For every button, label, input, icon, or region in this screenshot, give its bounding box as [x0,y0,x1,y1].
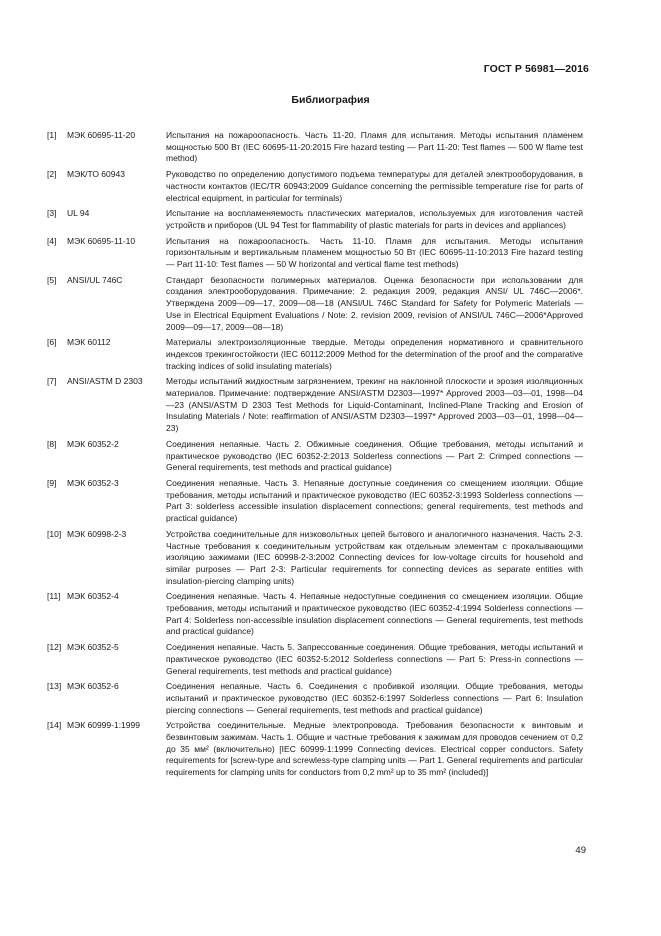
entry-code: МЭК 60695-11-20 [67,130,136,140]
entry-text: Соединения непаяные. Часть 2. Обжимные соединения. Общие требования, методы испытаний и практическое руководство (IEC 60352-2:2013 Solderless connections — Part 2: Crimped connections — General requirements, test methods and practical guidance) [166,438,583,473]
bibliography-entry [47,376,583,435]
bibliography-entry [47,591,583,638]
entry-number: [4] [47,235,57,246]
entry-text: Стандарт безопасности полимерных материалов. Оценка безопасности при использовании для создания электрооборудования. Примечание: 2. редакция 2009, редакция ANSI/ UL 746C—2006*. Утверждена 2009—09—17, 2009—08—18 (ANSI/UL 746C Standard for Safety for Polymeric Materials — Use in Electrical Equipment Evaluations / Note: 2. revision 2009, revision of ANSI/UL 746C—2006*Approved 2009—09—17, 2009—08—18) [166,274,583,332]
entry-code: ANSI/UL 746C [67,274,123,285]
entry-text: Соединения непаяные. Часть 4. Непаяные недоступные соединения со смещением изоляции. Общие требования, методы испытаний и практическое руководство (IEC 60352-4:1994 Solderless connections — Part 4: Solderless non-accessible insulation displacement connections — General requirements, test methods and practical guidance) [166,591,583,637]
entry-code: МЭК 60112 [67,337,111,348]
entry-number: [5] [47,274,57,285]
bibliography-entry [47,236,583,271]
entry-number: [13] [47,681,62,692]
bibliography-entry [47,275,583,334]
entry-text: Испытания на пожароопасность. Часть 11-20. Пламя для испытания. Методы испытания пламенем мощностью 500 Вт (IEC 60695-11-20:2015 Fire hazard testing — Part 11-20: Test flames — 500 W flame test method) [166,130,583,164]
entry-number: [9] [47,477,57,488]
entry-code: МЭК 60352-2 [67,438,119,449]
entry-text: Соединения непаяные. Часть 5. Запрессованные соединения. Общие требования, методы испытаний и практическое руководство (IEC 60352-5:2012 Solderless connections — Part 5: Press-in connections — General requirements, test methods and practical guidance) [166,642,583,676]
entry-text: Методы испытаний жидкостным загрязнением, трекинг на наклонной плоскости и эрозия изоляционных материалов. Примечание: подтверждение ANSI/ASTM D2303—1997* Approved 2003—03—01, 1998—04—23 (ANSI/ASTM D 2303 Test Methods for Liquid-Contaminant, Inclined-Plane Tracking and Erosion of Insulating Materials / Note: reaffirmation of ANSI/ASTM D2303—1997* Approved 2003—03—01, 1998—04—23) [166,376,583,434]
bibliography-entry [47,439,583,474]
entry-number: [1] [47,130,57,140]
standard-header: ГОСТ Р 56981—2016 [483,63,589,75]
entry-number: [12] [47,642,62,653]
bibliography-entry [47,130,583,165]
entry-code: МЭК 60352-4 [67,591,119,602]
entry-text: Руководство по определению допустимого подъема температуры для деталей электрооборудования, в частности контактов (IEC/TR 60943:2009 Guidance concerning the permissible temperature rise for parts of electrical equipment, in particular for terminals) [166,169,583,203]
page-number: 49 [575,845,586,856]
entry-number: [2] [47,169,57,180]
bibliography-entry [47,642,583,677]
entry-text: Испытания на пожароопасность. Часть 11-10. Пламя для испытания. Методы испытания горизонтальным и вертикальным пламенем мощностью 50 Вт (IEC 60695-11-10:2013 Fire hazard testing — Part 11-10: Test flames — 50 W horizontal and vertical flame test methods) [166,235,583,270]
bibliography-entry [47,720,583,779]
bibliography-list [47,130,583,783]
entry-code: МЭК 60998-2-3 [67,528,127,539]
bibliography-entry [47,337,583,372]
bibliography-entry [47,169,583,204]
entry-code: МЭК 60352-6 [67,681,119,692]
entry-text: Соединения непаяные. Часть 3. Непаяные доступные соединения со смещением изоляции. Общие требования, методы испытаний и практическое руководство (IEC 60352-3:1993 Solderless connections — Part 3: solderless accessible insulation displacement connections; general requirements, test methods and practical guidance) [166,477,583,524]
entry-code: МЭК 60999-1:1999 [67,720,140,731]
entry-code: МЭК 60352-3 [67,477,119,488]
entry-text: Соединения непаяные. Часть 6. Соединения с пробивкой изоляции. Общие требования, методы испытаний и практическое руководство (IEC 60352-6:1997 Solderless connections — Part 6: Insulation piercing connections — General requirements, test methods and practical guidance) [166,681,583,715]
entry-code: МЭК/ТО 60943 [67,169,125,180]
entry-number: [8] [47,438,57,449]
entry-text: Материалы электроизоляционные твердые. Методы определения нормативного и сравнительного индексов трекингостойкости (IEC 60112:2009 Method for the determination of the proof and the comparative tracking indices of solid insulating materials) [166,337,583,371]
bibliography-entry [47,208,583,231]
entry-number: [11] [47,591,61,602]
bibliography-entry [47,478,583,525]
entry-number: [10] [47,528,62,539]
entry-text: Устройства соединительные для низковольтных цепей бытового и аналогичного назначения. Часть 2-3. Частные требования к соединительным устройствам как отдельным элементам с прокалывающими изоляцию зажимами (IEC 60998-2-3:2002 Connecting devices for low-voltage circuits for household and similar purposes — Part 2-3: Particular requirements for connecting devices as separate entities with insulation-piercing clamping units) [166,528,583,586]
entry-number: [14] [47,720,62,731]
entry-code: ANSI/ASTM D 2303 [67,376,143,387]
entry-number: [7] [47,376,57,387]
entry-text: Устройства соединительные. Медные электропровода. Требования безопасности к винтовым и безвинтовым зажимам. Часть 1. Общие и частные требования к зажимам для проводов сечением от 0,2 до 35 мм² (включительно) [IEC 60999-1:1999 Connecting devices. Electrical copper conductors. Safety requirements for [screw-type and screwless-type clamping units — Part 1. General requirements and particular requirements for clamping units for conductors from 0,2 mm² up to 35 mm² (included)] [166,720,583,778]
entry-code: МЭК 60352-5 [67,642,119,653]
entry-number: [3] [47,208,57,219]
entry-code: UL 94 [67,208,90,219]
page-title: Библиография [291,94,370,106]
bibliography-entry [47,681,583,716]
bibliography-entry [47,529,583,588]
entry-code: МЭК 60695-11-10 [67,235,136,246]
entry-text: Испытание на воспламеняемость пластических материалов, используемых для изготовления частей устройств и приборов (UL 94 Test for flammability of plastic materials for parts in devices and appliances) [166,208,583,230]
entry-number: [6] [47,337,57,348]
